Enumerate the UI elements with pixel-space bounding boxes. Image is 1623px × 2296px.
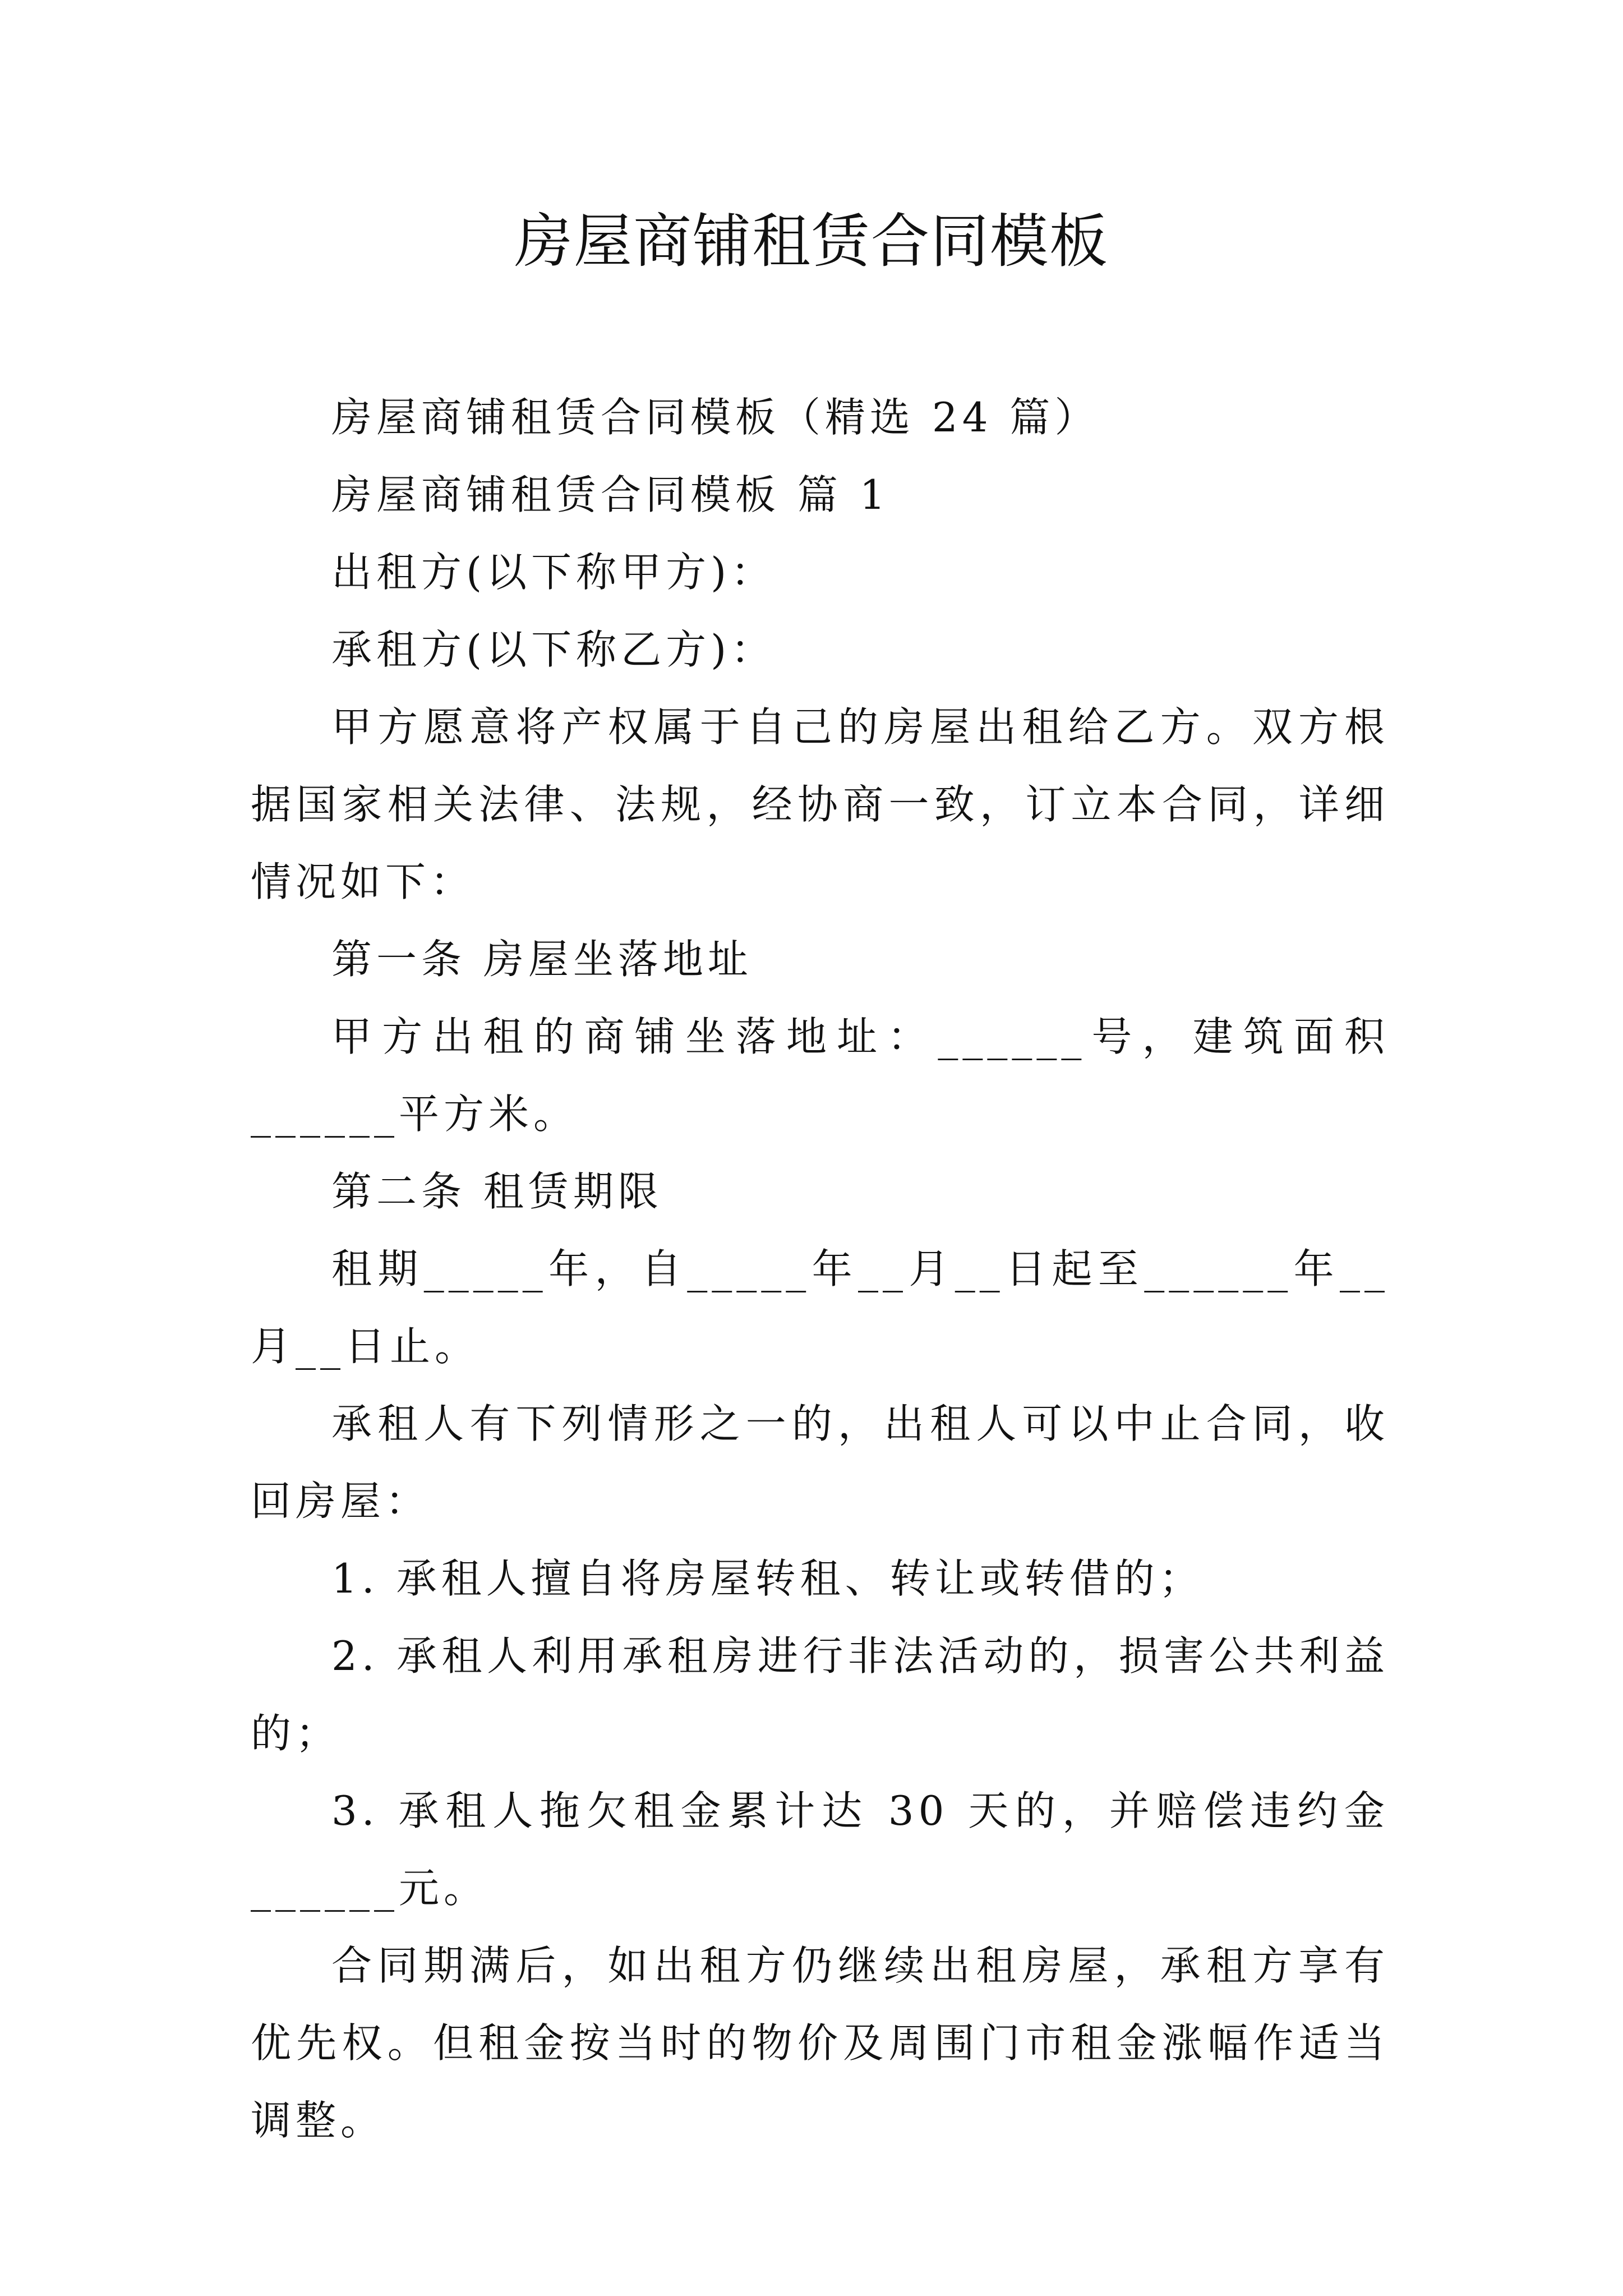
paragraph-section-heading: 房屋商铺租赁合同模板 篇 1 <box>331 471 890 518</box>
paragraph-article-2-heading: 第二条 租赁期限 <box>331 1168 663 1215</box>
paragraph-lessor: 出租方(以下称甲方)： <box>331 549 776 596</box>
paragraph-clause-3: 3. 承租人拖欠租金累计达 30 天的，并赔偿违约金______元。 <box>251 1787 1389 1912</box>
paragraph-article-1-heading: 第一条 房屋坐落地址 <box>331 936 753 983</box>
paragraph-clause-2: 2. 承租人利用承租房进行非法活动的，损害公共利益的； <box>251 1632 1389 1757</box>
document-title: 房屋商铺租赁合同模板 <box>514 207 1109 275</box>
paragraph-termination-intro: 承租人有下列情形之一的，出租人可以中止合同，收回房屋： <box>251 1400 1389 1525</box>
paragraph-article-1-body: 甲方出租的商铺坐落地址：______号，建筑面积______平方米。 <box>251 1013 1389 1138</box>
paragraph-preamble: 甲方愿意将产权属于自己的房屋出租给乙方。双方根据国家相关法律、法规，经协商一致，订立本合同，详细情况如下： <box>251 703 1389 905</box>
paragraph-clause-1: 1. 承租人擅自将房屋转租、转让或转借的； <box>331 1555 1204 1602</box>
paragraph-renewal: 合同期满后，如出租方仍继续出租房屋，承租方享有优先权。但租金按当时的物价及周围门市租金涨幅作适当调整。 <box>251 1942 1389 2144</box>
paragraph-lessee: 承租方(以下称乙方)： <box>331 626 776 673</box>
paragraph-article-2-term: 租期_____年，自_____年__月__日起至______年__月__日止。 <box>251 1245 1389 1370</box>
document-body <box>251 379 1389 2159</box>
paragraph-subtitle: 房屋商铺租赁合同模板（精选 24 篇） <box>331 394 1100 441</box>
